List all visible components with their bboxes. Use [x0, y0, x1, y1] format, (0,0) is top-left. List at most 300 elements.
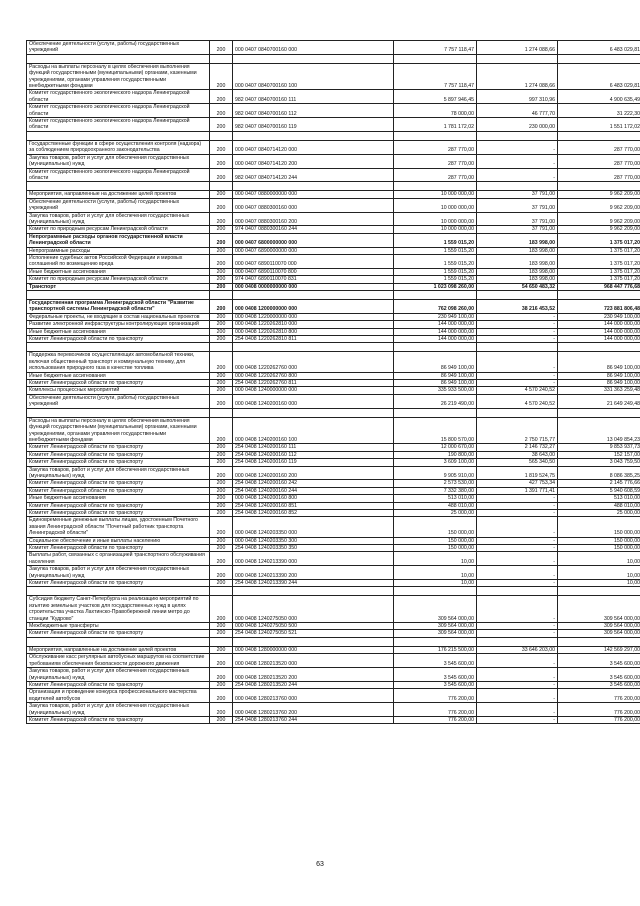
row-classification-cell: 000 0408 1280213760 200	[233, 703, 394, 717]
row-code-cell: 200	[210, 104, 233, 118]
row-executed-cell: 427 753,34	[477, 480, 558, 487]
row-remaining-cell: 1 375 017,20	[558, 254, 640, 268]
row-executed-cell: -	[477, 703, 558, 717]
row-executed-cell: -	[477, 328, 558, 335]
row-executed-cell: 38 216 453,52	[477, 300, 558, 314]
row-name-cell: Закупка товаров, работ и услуг для обеспечения государственных (муниципальных) нужд	[27, 668, 210, 682]
table-row	[27, 681, 640, 688]
row-executed-cell: 37 791,00	[477, 198, 558, 212]
row-code-cell: 200	[210, 509, 233, 516]
row-classification-cell: 000 0408 1220262810 800	[233, 328, 394, 335]
row-executed-cell: 38 643,00	[477, 451, 558, 458]
spacer-cell	[477, 182, 558, 191]
table-row	[27, 654, 640, 668]
row-executed-cell: 54 650 483,32	[477, 283, 558, 290]
spacer-cell	[394, 408, 477, 417]
spacer-cell	[233, 131, 394, 140]
spacer-cell	[394, 637, 477, 646]
table-row	[27, 552, 640, 566]
row-name-cell: Социальное обеспечение и иные выплаты населению	[27, 537, 210, 544]
row-name-cell: Мероприятия, направленные на достижение целей проектов	[27, 646, 210, 653]
row-remaining-cell: 21 649 249,48	[558, 394, 640, 408]
row-name-cell: Комитет государственного экологического надзора Ленинградской области	[27, 104, 210, 118]
row-classification-cell: 000 0408 1220262760 000	[233, 352, 394, 372]
row-executed-cell: -	[477, 313, 558, 320]
row-name-cell: Комитет Ленинградской области по транспорту	[27, 509, 210, 516]
budget-table-body	[27, 41, 640, 724]
row-code-cell: 200	[210, 495, 233, 502]
table-row	[27, 233, 640, 247]
table-row	[27, 372, 640, 379]
row-executed-cell: -	[477, 372, 558, 379]
spacer-cell	[210, 408, 233, 417]
table-row	[27, 328, 640, 335]
table-row	[27, 630, 640, 637]
row-code-cell: 200	[210, 580, 233, 587]
row-remaining-cell: 9 962 209,00	[558, 226, 640, 233]
row-code-cell: 200	[210, 668, 233, 682]
row-name-cell: Комитет Ленинградской области по транспорту	[27, 480, 210, 487]
row-approved-cell: 86 949 100,00	[394, 380, 477, 387]
row-code-cell: 200	[210, 716, 233, 723]
row-executed-cell: 1 391 771,41	[477, 487, 558, 494]
spacer-cell	[558, 587, 640, 596]
row-classification-cell: 000 0407 6800000000 000	[233, 233, 394, 247]
row-approved-cell: 86 949 100,00	[394, 352, 477, 372]
row-executed-cell: -	[477, 140, 558, 154]
row-approved-cell: 10,00	[394, 552, 477, 566]
table-row	[27, 90, 640, 104]
table-row	[27, 313, 640, 320]
row-executed-cell: 183 998,00	[477, 247, 558, 254]
table-row	[27, 537, 640, 544]
row-executed-cell: -	[477, 716, 558, 723]
row-code-cell: 200	[210, 41, 233, 55]
row-name-cell: Комитет Ленинградской области по транспорту	[27, 444, 210, 451]
row-executed-cell: -	[477, 495, 558, 502]
row-code-cell: 200	[210, 517, 233, 537]
row-remaining-cell: 287 770,00	[558, 168, 640, 182]
row-executed-cell: 46 777,70	[477, 104, 558, 118]
spacer-cell	[477, 408, 558, 417]
row-classification-cell: 000 0408 1280213520 200	[233, 668, 394, 682]
table-row	[27, 394, 640, 408]
row-code-cell: 200	[210, 630, 233, 637]
row-classification-cell: 982 0407 0840700160 111	[233, 90, 394, 104]
row-classification-cell: 254 0408 1240200160 119	[233, 459, 394, 466]
row-approved-cell: 150 000,00	[394, 545, 477, 552]
row-approved-cell: 150 000,00	[394, 517, 477, 537]
row-approved-cell: 144 000 000,00	[394, 321, 477, 328]
row-executed-cell: -	[477, 623, 558, 630]
row-code-cell: 200	[210, 321, 233, 328]
row-approved-cell: 1 559 015,20	[394, 233, 477, 247]
row-classification-cell: 254 0408 1240275050 521	[233, 630, 394, 637]
row-code-cell: 200	[210, 198, 233, 212]
row-executed-cell: 1 819 524,75	[477, 466, 558, 480]
row-remaining-cell: 230 949 100,00	[558, 313, 640, 320]
row-name-cell: Субсидия бюджету Санкт-Петербурга на реализацию мероприятий по изъятию земельных участков для государственных нужд в целях строительства участка Лахтинско-Правобережной линии метро до станции "Кудрово"	[27, 596, 210, 623]
row-code-cell: 200	[210, 380, 233, 387]
row-remaining-cell: 4 900 635,49	[558, 90, 640, 104]
row-executed-cell: -	[477, 380, 558, 387]
table-row	[27, 300, 640, 314]
row-name-cell: Комитет Ленинградской области по транспорту	[27, 451, 210, 458]
row-name-cell: Выплаты работ, связанных с организацией транспортного обслуживания населения	[27, 552, 210, 566]
row-remaining-cell: 86 949 100,00	[558, 380, 640, 387]
row-code-cell: 200	[210, 372, 233, 379]
row-remaining-cell: 3 545 600,00	[558, 654, 640, 668]
row-executed-cell: -	[477, 681, 558, 688]
row-approved-cell: 3 545 600,00	[394, 654, 477, 668]
row-name-cell: Расходы на выплаты персоналу в целях обеспечения выполнения функций государственными (муниципальными) органами, казенными учреждениями, органами управления государственными внебюджетными фондами	[27, 417, 210, 444]
row-remaining-cell: 1 551 172,02	[558, 118, 640, 132]
row-code-cell: 200	[210, 394, 233, 408]
table-row	[27, 336, 640, 343]
row-executed-cell: 4 570 240,52	[477, 394, 558, 408]
spacer-cell	[27, 587, 210, 596]
table-row	[27, 247, 640, 254]
row-classification-cell: 254 0408 1240213390 244	[233, 580, 394, 587]
row-classification-cell: 000 0407 6890110070 800	[233, 268, 394, 275]
spacer-cell	[558, 291, 640, 300]
row-name-cell: Комитет Ленинградской области по транспорту	[27, 487, 210, 494]
spacer-cell	[233, 54, 394, 63]
row-remaining-cell: 309 564 000,00	[558, 630, 640, 637]
row-name-cell: Межбюджетные трансферты	[27, 623, 210, 630]
spacer-cell	[394, 343, 477, 352]
row-executed-cell: 183 998,00	[477, 254, 558, 268]
table-row	[27, 451, 640, 458]
row-classification-cell: 000 0408 1240200160 000	[233, 394, 394, 408]
row-code-cell: 200	[210, 247, 233, 254]
row-classification-cell: 982 0407 0840700160 119	[233, 118, 394, 132]
row-code-cell: 200	[210, 681, 233, 688]
row-code-cell: 200	[210, 233, 233, 247]
table-row	[27, 517, 640, 537]
row-classification-cell: 000 0408 1280213760 000	[233, 689, 394, 703]
row-code-cell: 200	[210, 168, 233, 182]
spacer-row	[27, 343, 640, 352]
row-approved-cell: 309 564 000,00	[394, 596, 477, 623]
row-name-cell: Федеральные проекты, не входящие в состав национальных проектов	[27, 313, 210, 320]
row-code-cell: 200	[210, 552, 233, 566]
row-remaining-cell: 86 949 100,00	[558, 352, 640, 372]
row-executed-cell: -	[477, 552, 558, 566]
row-name-cell: Обслуживание касс регулярных автобусных маршрутов на соответствие требованиям обеспечения безопасности дорожного движения	[27, 654, 210, 668]
table-row	[27, 502, 640, 509]
row-code-cell: 200	[210, 63, 233, 90]
row-remaining-cell: 1 375 017,20	[558, 268, 640, 275]
row-remaining-cell: 776 200,00	[558, 716, 640, 723]
row-code-cell: 200	[210, 387, 233, 394]
row-remaining-cell: 1 375 017,20	[558, 276, 640, 283]
row-executed-cell: -	[477, 545, 558, 552]
row-remaining-cell: 9 853 937,73	[558, 444, 640, 451]
row-code-cell: 200	[210, 226, 233, 233]
row-name-cell: Организация и проведение конкурса профессионального мастерства водителей автобусов	[27, 689, 210, 703]
row-name-cell: Закупка товаров, работ и услуг для обеспечения государственных (муниципальных) нужд	[27, 466, 210, 480]
row-classification-cell: 982 0407 0840700160 112	[233, 104, 394, 118]
spacer-cell	[210, 131, 233, 140]
spacer-cell	[210, 637, 233, 646]
row-code-cell: 200	[210, 154, 233, 168]
row-classification-cell: 000 0407 6890110070 000	[233, 254, 394, 268]
spacer-cell	[233, 408, 394, 417]
row-name-cell: Единовременные денежные выплаты лицам, удостоенным Почетного звания Ленинградской области "Почетный работник транспорта Ленинградской области"	[27, 517, 210, 537]
row-name-cell: Комитет по природным ресурсам Ленинградской области	[27, 276, 210, 283]
row-name-cell: Поддержка перевозчиков осуществляющих автомобильной техники, включая общественный транспорт и коммунальную технику, для использования природного газа в качестве топлива	[27, 352, 210, 372]
row-approved-cell: 3 609 100,00	[394, 459, 477, 466]
spacer-row	[27, 182, 640, 191]
row-remaining-cell: 3 545 600,00	[558, 681, 640, 688]
row-name-cell: Государственная программа Ленинградской области "Развитие транспортной системы Ленинградской области"	[27, 300, 210, 314]
spacer-cell	[477, 587, 558, 596]
row-remaining-cell: 10,00	[558, 552, 640, 566]
row-approved-cell: 15 800 570,00	[394, 417, 477, 444]
row-classification-cell: 254 0408 1220262810 811	[233, 336, 394, 343]
row-code-cell: 200	[210, 480, 233, 487]
row-name-cell: Комитет Ленинградской области по транспорту	[27, 380, 210, 387]
table-row	[27, 226, 640, 233]
row-classification-cell: 000 0408 1240213390 000	[233, 552, 394, 566]
spacer-cell	[27, 637, 210, 646]
row-classification-cell: 254 0408 1280213520 244	[233, 681, 394, 688]
spacer-cell	[558, 131, 640, 140]
row-executed-cell: -	[477, 630, 558, 637]
spacer-cell	[394, 54, 477, 63]
table-row	[27, 495, 640, 502]
spacer-cell	[27, 131, 210, 140]
row-classification-cell: 000 0407 0840714120 000	[233, 140, 394, 154]
row-classification-cell: 000 0408 1240203350 000	[233, 517, 394, 537]
row-executed-cell: -	[477, 596, 558, 623]
spacer-cell	[210, 343, 233, 352]
row-remaining-cell: 1 375 017,20	[558, 233, 640, 247]
row-approved-cell: 1 023 098 260,00	[394, 283, 477, 290]
row-remaining-cell: 10,00	[558, 566, 640, 580]
row-classification-cell: 000 0407 0880000000 000	[233, 191, 394, 198]
row-classification-cell: 254 0408 1240200160 112	[233, 451, 394, 458]
row-name-cell: Транспорт	[27, 283, 210, 290]
spacer-cell	[210, 182, 233, 191]
table-row	[27, 703, 640, 717]
row-name-cell: Закупка товаров, работ и услуг для обеспечения государственных (муниципальных) нужд	[27, 212, 210, 226]
row-approved-cell: 26 219 490,00	[394, 394, 477, 408]
table-row	[27, 212, 640, 226]
row-approved-cell: 86 949 100,00	[394, 372, 477, 379]
row-remaining-cell: 150 000,00	[558, 537, 640, 544]
row-remaining-cell: 287 770,00	[558, 140, 640, 154]
spacer-cell	[477, 131, 558, 140]
table-row	[27, 459, 640, 466]
spacer-row	[27, 637, 640, 646]
row-approved-cell: 10 000 000,00	[394, 191, 477, 198]
row-executed-cell: -	[477, 668, 558, 682]
row-classification-cell: 000 0407 0840700160 000	[233, 41, 394, 55]
row-remaining-cell: 1 375 017,20	[558, 247, 640, 254]
row-approved-cell: 7 757 118,47	[394, 63, 477, 90]
row-code-cell: 200	[210, 689, 233, 703]
table-row	[27, 623, 640, 630]
row-executed-cell: 1 274 088,66	[477, 41, 558, 55]
row-approved-cell: 513 010,00	[394, 495, 477, 502]
table-row	[27, 352, 640, 372]
row-approved-cell: 176 215 500,00	[394, 646, 477, 653]
row-approved-cell: 9 905 910,00	[394, 466, 477, 480]
spacer-cell	[233, 343, 394, 352]
row-executed-cell: 565 340,50	[477, 459, 558, 466]
row-approved-cell: 2 573 530,00	[394, 480, 477, 487]
row-classification-cell: 254 0408 1240203350 350	[233, 545, 394, 552]
row-classification-cell: 000 0408 1240213390 200	[233, 566, 394, 580]
row-classification-cell: 000 0408 1240275050 000	[233, 596, 394, 623]
spacer-cell	[233, 182, 394, 191]
row-remaining-cell: 13 049 854,23	[558, 417, 640, 444]
row-remaining-cell: 31 222,30	[558, 104, 640, 118]
row-approved-cell: 1 781 172,02	[394, 118, 477, 132]
row-approved-cell: 309 564 000,00	[394, 630, 477, 637]
row-executed-cell: -	[477, 168, 558, 182]
row-remaining-cell: 309 564 000,00	[558, 596, 640, 623]
row-approved-cell: 287 770,00	[394, 154, 477, 168]
row-code-cell: 200	[210, 451, 233, 458]
table-row	[27, 268, 640, 275]
row-name-cell: Обеспечение деятельности (услуги, работы) государственных учреждений	[27, 198, 210, 212]
row-approved-cell: 10,00	[394, 580, 477, 587]
row-code-cell: 200	[210, 466, 233, 480]
spacer-cell	[477, 291, 558, 300]
row-executed-cell: 183 998,00	[477, 233, 558, 247]
row-executed-cell: 1 274 088,66	[477, 63, 558, 90]
spacer-row	[27, 408, 640, 417]
table-row	[27, 566, 640, 580]
spacer-cell	[233, 637, 394, 646]
row-name-cell: Комитет Ленинградской области по транспорту	[27, 545, 210, 552]
table-row	[27, 509, 640, 516]
row-classification-cell: 000 0408 1220000000 000	[233, 313, 394, 320]
row-remaining-cell: 6 483 029,81	[558, 63, 640, 90]
row-approved-cell: 1 559 015,20	[394, 276, 477, 283]
row-name-cell: Иные бюджетные ассигнования	[27, 495, 210, 502]
row-approved-cell: 776 200,00	[394, 689, 477, 703]
row-code-cell: 200	[210, 118, 233, 132]
table-row	[27, 191, 640, 198]
row-approved-cell: 287 770,00	[394, 168, 477, 182]
page-number: 63	[316, 861, 324, 868]
spacer-row	[27, 131, 640, 140]
row-approved-cell: 190 800,00	[394, 451, 477, 458]
row-remaining-cell: 25 000,00	[558, 509, 640, 516]
row-approved-cell: 1 559 015,20	[394, 247, 477, 254]
row-approved-cell: 7 332 380,00	[394, 487, 477, 494]
row-remaining-cell: 309 564 000,00	[558, 623, 640, 630]
spacer-cell	[558, 343, 640, 352]
table-row	[27, 646, 640, 653]
row-executed-cell: 230 000,00	[477, 118, 558, 132]
row-executed-cell: -	[477, 517, 558, 537]
row-remaining-cell: 9 962 209,00	[558, 191, 640, 198]
table-row	[27, 417, 640, 444]
row-approved-cell: 776 200,00	[394, 716, 477, 723]
row-name-cell: Комитет Ленинградской области по транспорту	[27, 716, 210, 723]
table-row	[27, 444, 640, 451]
row-name-cell: Государственные функции в сфере осуществления контроля (надзора) за соблюдением природоохранного законодательства	[27, 140, 210, 154]
row-classification-cell: 000 0407 0880300160 200	[233, 212, 394, 226]
spacer-cell	[558, 182, 640, 191]
row-name-cell: Комитет государственного экологического надзора Ленинградской области	[27, 118, 210, 132]
table-row	[27, 154, 640, 168]
row-code-cell: 200	[210, 417, 233, 444]
row-executed-cell: 997 310,96	[477, 90, 558, 104]
row-classification-cell: 974 0407 0880300160 244	[233, 226, 394, 233]
row-code-cell: 200	[210, 444, 233, 451]
row-remaining-cell: 331 363 259,48	[558, 387, 640, 394]
row-remaining-cell: 488 010,00	[558, 502, 640, 509]
row-executed-cell: 183 998,00	[477, 276, 558, 283]
row-executed-cell: 37 791,00	[477, 212, 558, 226]
spacer-cell	[558, 637, 640, 646]
row-remaining-cell: 776 200,00	[558, 689, 640, 703]
table-row	[27, 63, 640, 90]
table-row	[27, 580, 640, 587]
row-name-cell: Обеспечение деятельности (услуги, работы) государственных учреждений	[27, 394, 210, 408]
spacer-cell	[477, 637, 558, 646]
row-name-cell: Комитет по природным ресурсам Ленинградской области	[27, 226, 210, 233]
row-remaining-cell: 287 770,00	[558, 154, 640, 168]
spacer-cell	[210, 291, 233, 300]
spacer-cell	[558, 54, 640, 63]
row-approved-cell: 10 000 000,00	[394, 198, 477, 212]
spacer-cell	[27, 343, 210, 352]
row-name-cell: Иные бюджетные ассигнования	[27, 328, 210, 335]
row-remaining-cell: 513 010,00	[558, 495, 640, 502]
row-classification-cell: 000 0408 1240200160 100	[233, 417, 394, 444]
row-code-cell: 200	[210, 283, 233, 290]
row-code-cell: 200	[210, 336, 233, 343]
row-code-cell: 200	[210, 487, 233, 494]
budget-table	[26, 40, 640, 724]
row-approved-cell: 144 000 000,00	[394, 336, 477, 343]
row-classification-cell: 000 0408 1240000000 000	[233, 387, 394, 394]
spacer-cell	[394, 291, 477, 300]
row-code-cell: 200	[210, 212, 233, 226]
table-row	[27, 198, 640, 212]
row-approved-cell: 7 757 118,47	[394, 41, 477, 55]
row-approved-cell: 5 897 946,45	[394, 90, 477, 104]
row-classification-cell: 254 0408 1240200160 244	[233, 487, 394, 494]
row-executed-cell: -	[477, 689, 558, 703]
table-row	[27, 276, 640, 283]
row-name-cell: Комитет государственного экологического надзора Ленинградской области	[27, 90, 210, 104]
row-executed-cell: 37 791,00	[477, 226, 558, 233]
row-approved-cell: 144 000 000,00	[394, 328, 477, 335]
row-approved-cell: 309 564 000,00	[394, 623, 477, 630]
row-name-cell: Комитет государственного экологического надзора Ленинградской области	[27, 168, 210, 182]
row-executed-cell: -	[477, 654, 558, 668]
row-executed-cell: 2 750 715,77	[477, 417, 558, 444]
row-code-cell: 200	[210, 328, 233, 335]
row-approved-cell: 776 200,00	[394, 703, 477, 717]
row-name-cell: Развитие электронной инфраструктуры контролирующих организаций	[27, 321, 210, 328]
row-classification-cell: 000 0408 1280000000 000	[233, 646, 394, 653]
row-name-cell: Мероприятия, направленные на достижение целей проектов	[27, 191, 210, 198]
row-name-cell: Иные бюджетные ассигнования	[27, 268, 210, 275]
row-classification-cell: 000 0407 0840714120 200	[233, 154, 394, 168]
row-classification-cell: 000 0408 1280213520 000	[233, 654, 394, 668]
row-remaining-cell: 10,00	[558, 580, 640, 587]
row-remaining-cell: 3 545 600,00	[558, 668, 640, 682]
